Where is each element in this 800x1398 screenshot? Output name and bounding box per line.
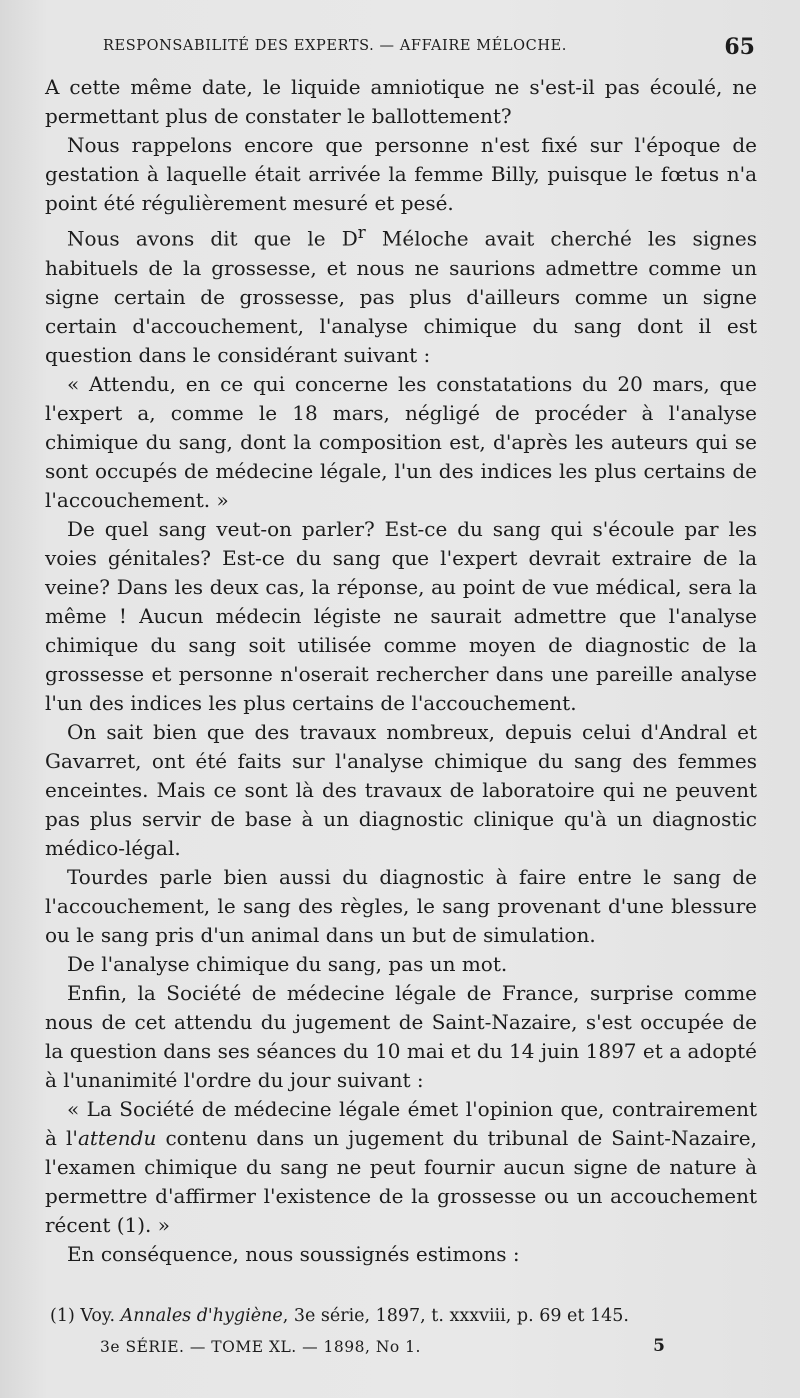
- paragraph: Enfin, la Société de médecine légale de France, surprise comme nous de cet attendu du jugement de Saint-Nazaire, s'est occupée de la question dans ses séances du 10 mai et du 14 juin 1897 et a adopté à l'unanimité l'ordre du jour suivant :: [45, 980, 757, 1092]
- text-run: Nous avons dit que le D: [67, 226, 358, 251]
- text-run: contenu dans un jugement du tribunal de Saint-Nazaire, l'examen chimique du sang ne peut fournir aucun signe de nature à permettre d'affirmer l'existence de la grossesse ou un accouchement récent (1). »: [45, 1125, 757, 1237]
- quotation: « Attendu, en ce qui concerne les constatations du 20 mars, que l'expert a, comme le 18 mars, négligé de procéder à l'analyse chimique du sang, dont la composition est, d'après les auteurs qui se sont occupés de médecine légale, l'un des indices les plus certains de l'accouchement. »: [45, 371, 757, 512]
- main-text: [45, 73, 757, 1269]
- signature-number: 5: [653, 1336, 665, 1356]
- paragraph: A cette même date, le liquide amniotique ne s'est-il pas écoulé, ne permettant plus de constater le ballottement?: [45, 75, 757, 128]
- text-run: Méloche avait cherché les signes habituels de la grossesse, et nous ne saurions admettre comme un signe certain de grossesse, pas plus d'ailleurs comme un signe certain d'accouchement, l'analyse chimique du sang dont il est question dans le considérant suivant :: [45, 226, 757, 367]
- paragraph: En conséquence, nous soussignés estimons :: [67, 1241, 520, 1266]
- page-header: [90, 36, 755, 68]
- paragraph: De quel sang veut-on parler? Est-ce du sang qui s'écoule par les voies génitales? Est-ce du sang que l'expert devrait extraire de la veine? Dans les deux cas, la réponse, au point de vue médical, sera la même ! Aucun médecin légiste ne saurait admettre que l'analyse chimique du sang soit utilisée comme moyen de diagnostic de la grossesse et personne n'oserait rechercher dans une pareille analyse l'un des indices les plus certains de l'accouchement.: [45, 516, 757, 715]
- paragraph: De l'analyse chimique du sang, pas un mot.: [67, 951, 508, 976]
- quotation: [45, 1095, 757, 1240]
- paragraph: On sait bien que des travaux nombreux, depuis celui d'Andral et Gavarret, ont été faits sur l'analyse chimique du sang des femmes enceintes. Mais ce sont là des travaux de laboratoire qui ne peuvent pas plus servir de base à un diagnostic clinique qu'à un diagnostic médico-légal.: [45, 719, 757, 860]
- paragraph: Nous rappelons encore que personne n'est fixé sur l'époque de gestation à laquelle était arrivée la femme Billy, puisque le fœtus n'a point été régulièrement mesuré et pesé.: [45, 133, 757, 215]
- signature-text: 3e SÉRIE. — TOME XL. — 1898, No 1.: [100, 1338, 421, 1356]
- printer-signature: [100, 1338, 665, 1356]
- italic-term: attendu: [77, 1125, 157, 1150]
- page-number: 65: [724, 34, 755, 60]
- journal-title: Annales d'hygiène: [120, 1306, 283, 1326]
- text-run: « La Société de médecine légale émet l'opinion que, contrairement à l': [45, 1096, 757, 1150]
- paragraph: Tourdes parle bien aussi du diagnostic à faire entre le sang de l'accouchement, le sang des règles, le sang provenant d'une blessure ou le sang pris d'un animal dans un but de simulation.: [45, 864, 757, 947]
- footnote: [50, 1306, 750, 1326]
- superscript: r: [357, 223, 366, 242]
- paragraph: [45, 218, 757, 370]
- footnote-reference: , 3e série, 1897, t. xxxviii, p. 69 et 145.: [282, 1306, 629, 1326]
- running-head: RESPONSABILITÉ DES EXPERTS. — AFFAIRE MÉLOCHE.: [103, 38, 567, 54]
- footnote-marker: (1) Voy.: [50, 1306, 121, 1326]
